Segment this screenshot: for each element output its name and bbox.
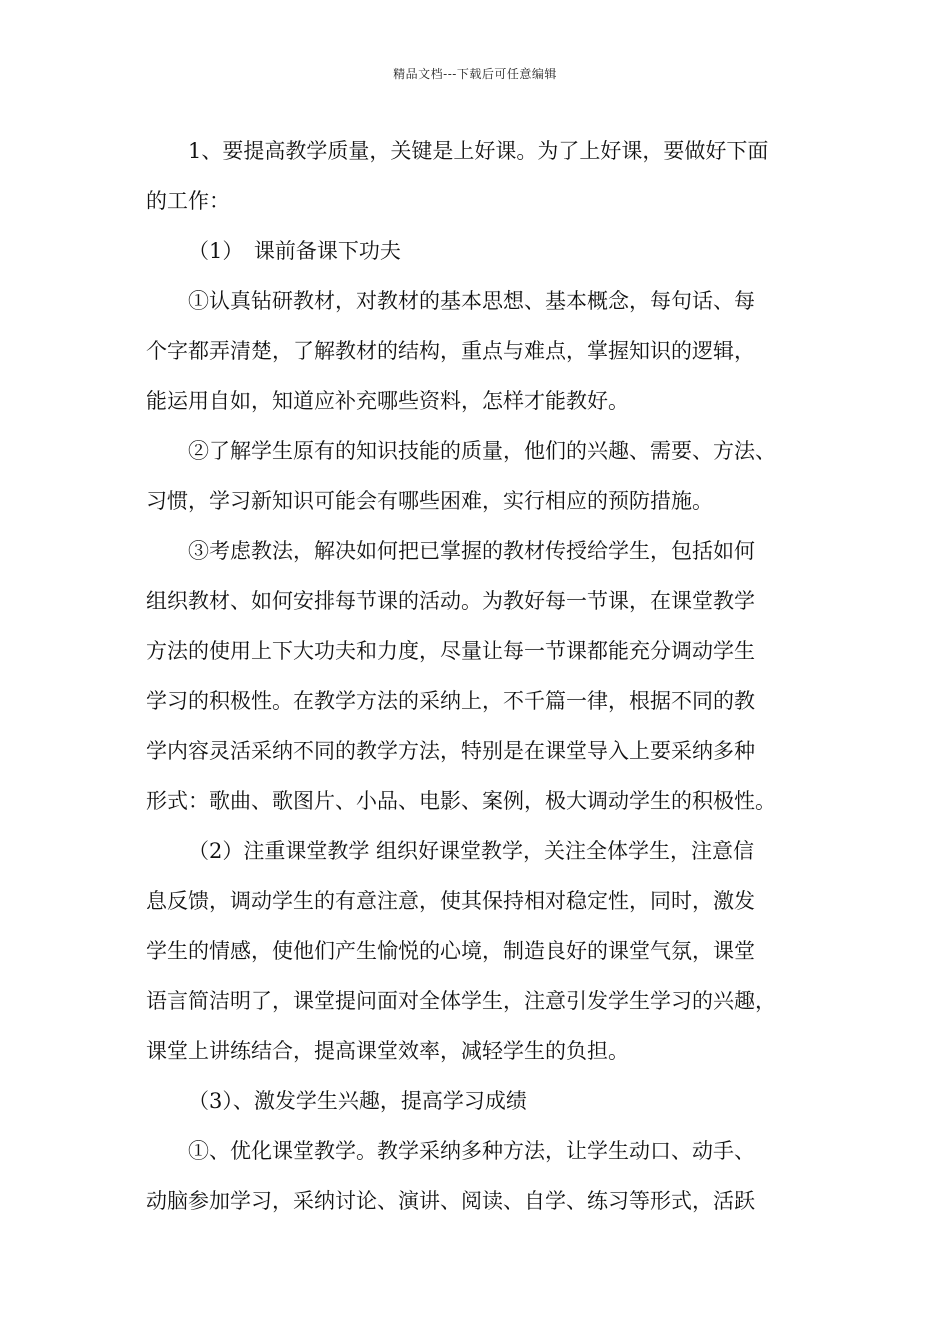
- text-line: ①认真钻研教材，对教材的基本思想、基本概念，每句话、每: [188, 289, 755, 313]
- text-line: 组织教材、如何安排每节课的活动。为教好每一节课，在课堂教学: [146, 589, 755, 613]
- text-line: ②了解学生原有的知识技能的质量，他们的兴趣、需要、方法、: [188, 439, 776, 463]
- text-line: 语言简洁明了，课堂提问面对全体学生，注意引发学生学习的兴趣，: [146, 989, 776, 1013]
- section-heading-1: （1） 课前备课下功夫: [188, 239, 401, 263]
- section-heading-3: （3）、激发学生兴趣，提高学习成绩: [188, 1089, 527, 1113]
- text-line: 个字都弄清楚，了解教材的结构，重点与难点，掌握知识的逻辑，: [146, 339, 755, 363]
- text-line: 学生的情感，使他们产生愉悦的心境，制造良好的课堂气氛，课堂: [146, 939, 755, 963]
- section-heading-2: （2）注重课堂教学 组织好课堂教学，关注全体学生，注意信: [188, 839, 755, 863]
- text-line: ③考虑教法，解决如何把已掌握的教材传授给学生，包括如何: [188, 539, 755, 563]
- text-line: 学内容灵活采纳不同的教学方法，特别是在课堂导入上要采纳多种: [146, 739, 755, 763]
- text-line: 方法的使用上下大功夫和力度，尽量让每一节课都能充分调动学生: [146, 639, 755, 663]
- document-body: [146, 132, 836, 1232]
- text-line: 课堂上讲练结合，提高课堂效率，减轻学生的负担。: [146, 1039, 629, 1063]
- text-line: 形式：歌曲、歌图片、小品、电影、案例，极大调动学生的积极性。: [146, 789, 776, 813]
- text-line: 能运用自如，知道应补充哪些资料，怎样才能教好。: [146, 389, 629, 413]
- text-line: 习惯，学习新知识可能会有哪些困难，实行相应的预防措施。: [146, 489, 713, 513]
- text-line: ①、优化课堂教学。教学采纳多种方法，让学生动口、动手、: [188, 1139, 755, 1163]
- page-header: 精品文档---下载后可任意编辑: [393, 67, 557, 81]
- text-line: 1、要提高教学质量，关键是上好课。为了上好课，要做好下面: [188, 139, 769, 163]
- text-line: 的工作：: [146, 189, 230, 213]
- text-line: 动脑参加学习，采纳讨论、演讲、阅读、自学、练习等形式，活跃: [146, 1189, 755, 1213]
- text-line: 学习的积极性。在教学方法的采纳上，不千篇一律，根据不同的教: [146, 689, 755, 713]
- text-line: 息反馈，调动学生的有意注意，使其保持相对稳定性，同时，激发: [146, 889, 755, 913]
